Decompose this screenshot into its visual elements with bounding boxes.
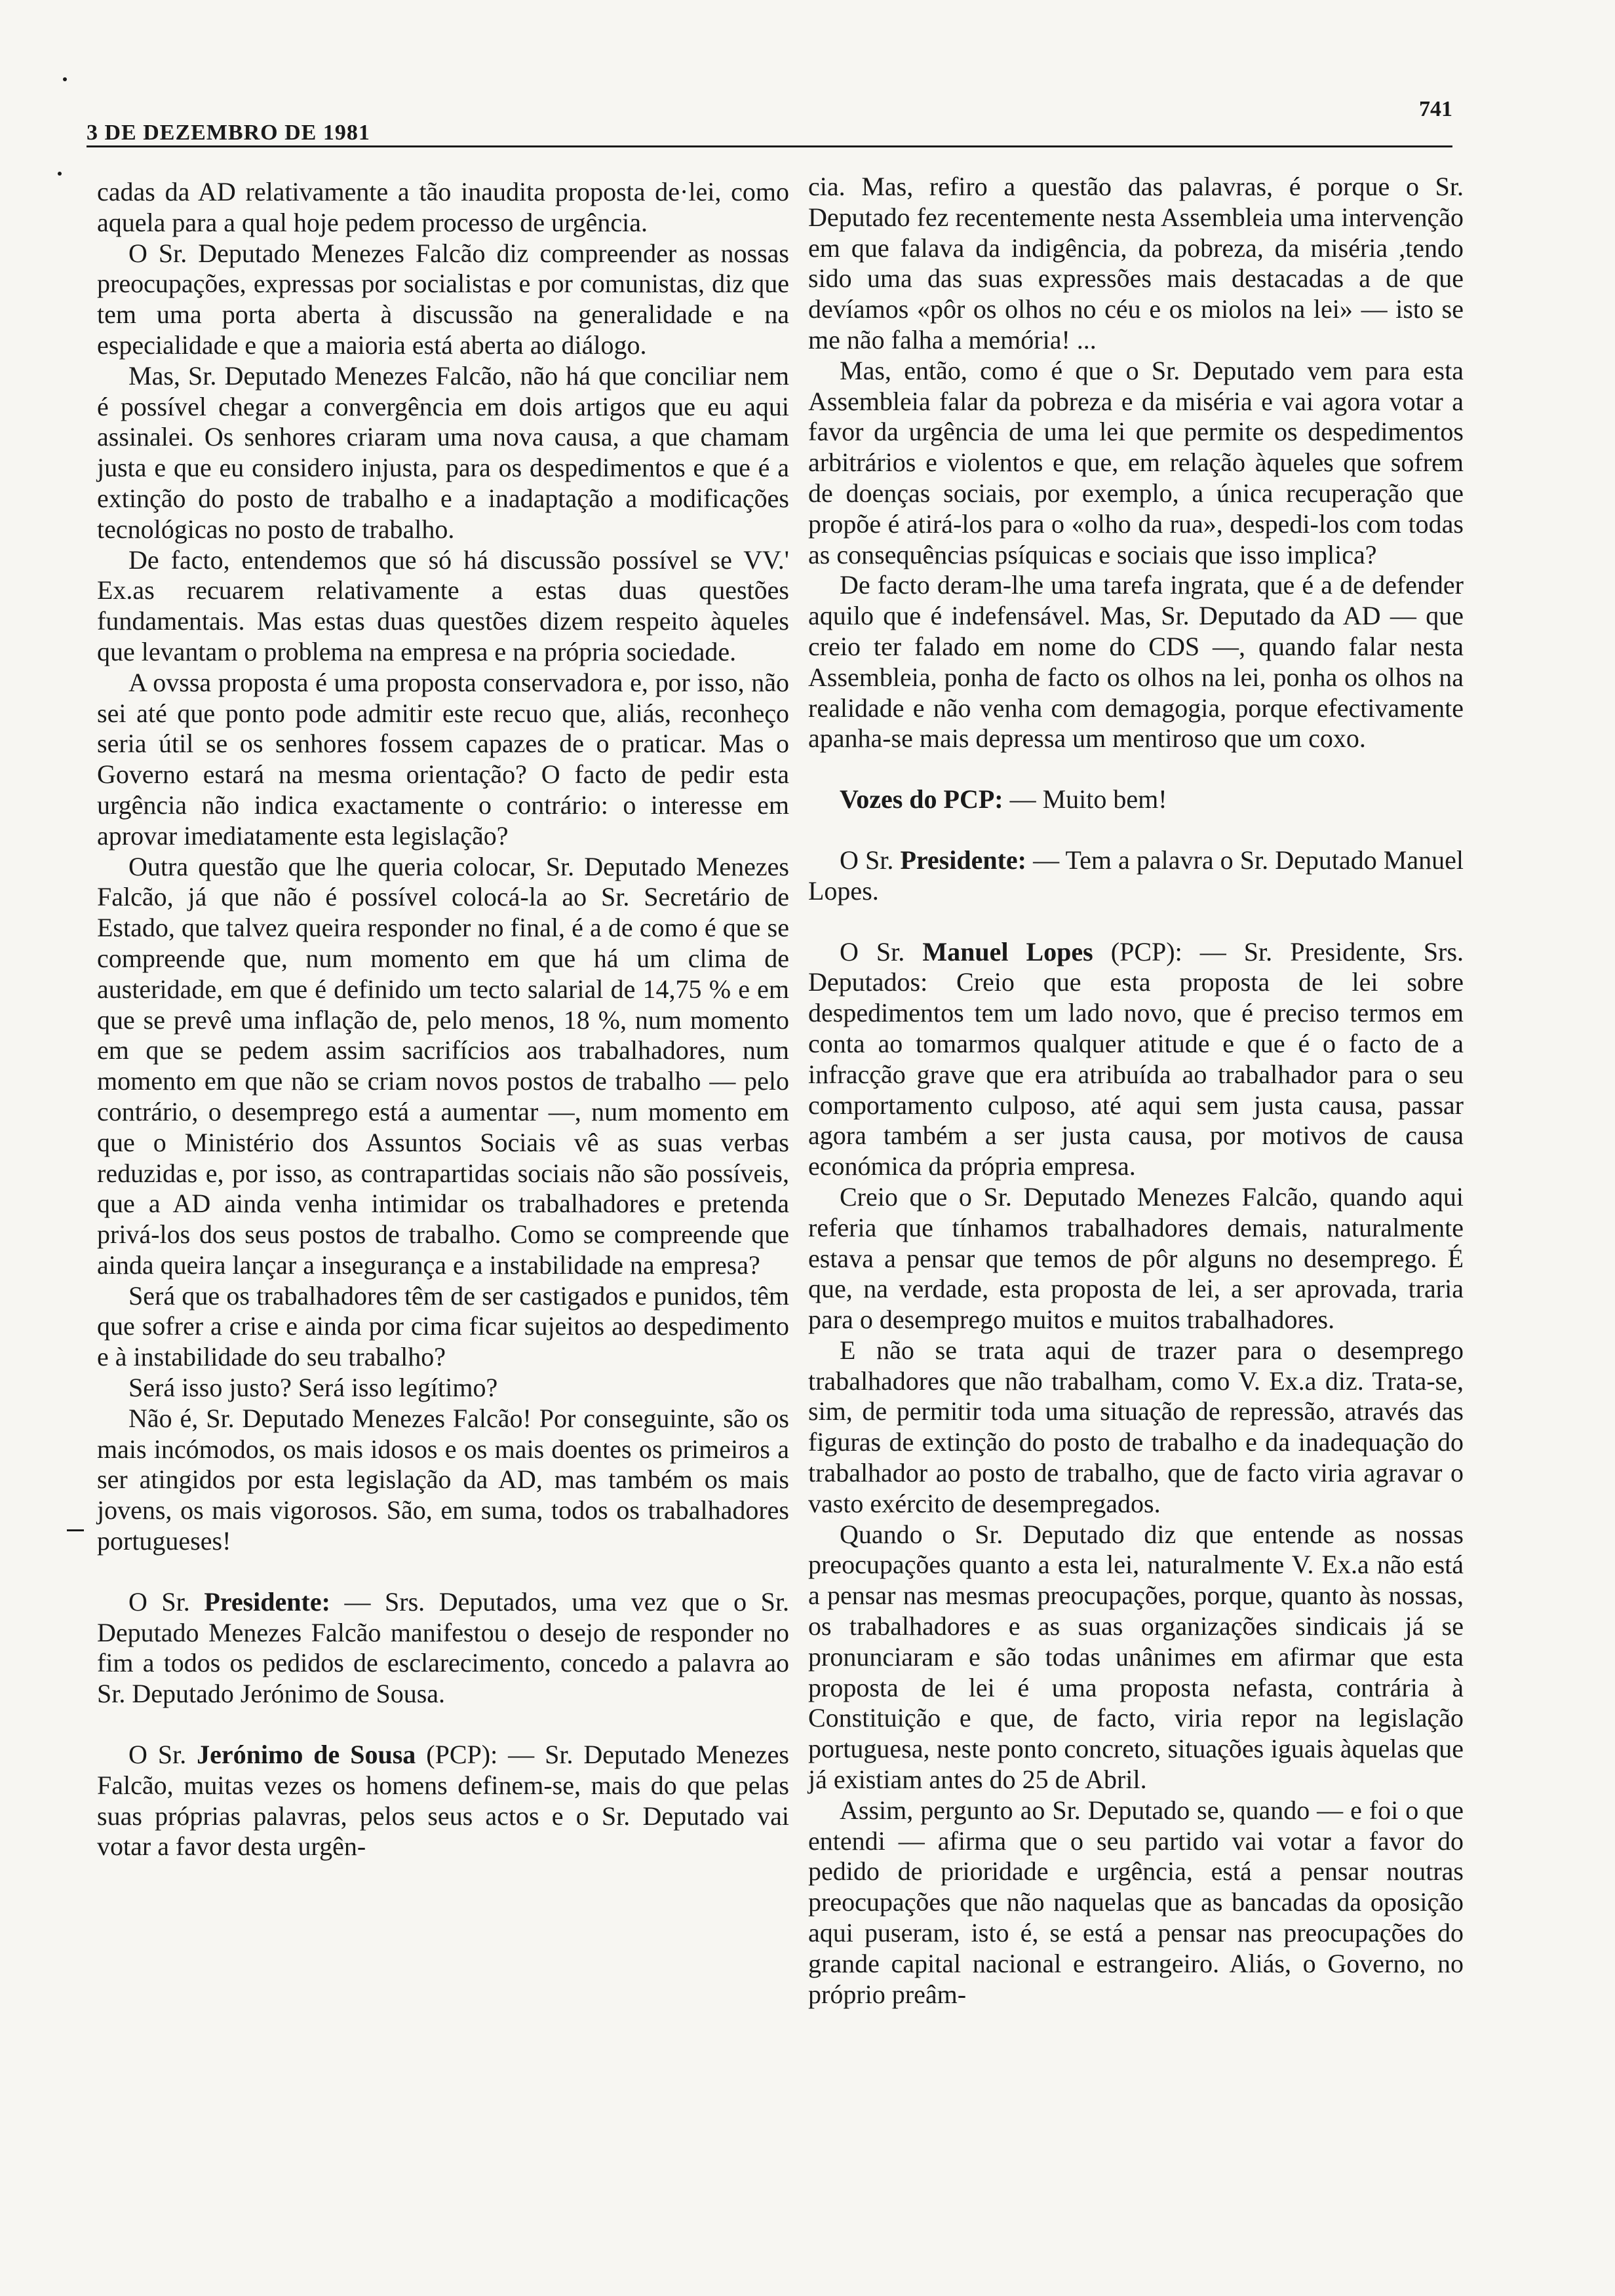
paragraph: A ovssa proposta é uma proposta conservadora e, por isso, não sei até que ponto pode admitir este recuo que, aliás, reconheço seria útil se os senhores fossem capazes de o praticar. Mas o Governo estará na mesma orientação? O facto de pedir esta urgência não indica exactamente o contrário: o interesse em aprovar imediatamente esta legislação? — [97, 667, 789, 851]
paragraph: Quando o Sr. Deputado diz que entende as nossas preocupações quanto a esta lei, naturalmente V. Ex.a não está a pensar nas mesmas preocupações, porque, quanto às nossas, os trabalhadores e as suas organizações sindicais já se pronunciaram e são todas unânimes em afirmar que esta proposta de lei é uma proposta nefasta, contrária à Constituição e que, de facto, viria repor na legislação portuguesa, neste ponto concreto, situações iguais àquelas que já existiam antes do 25 de Abril. — [808, 1519, 1464, 1795]
paragraph: Mas, Sr. Deputado Menezes Falcão, não há que conciliar nem é possível chegar a convergência em dois artigos que eu aqui assinalei. Os senhores criaram uma nova causa, a que chamam justa e que eu considero injusta, para os despedimentos e que é a extinção do posto de trabalho e a inadaptação a modificações tecnológicas no posto de trabalho. — [97, 360, 789, 544]
speaker-name: Jerónimo de Sousa — [197, 1740, 416, 1770]
left-column — [97, 177, 789, 1862]
paragraph: Assim, pergunto ao Sr. Deputado se, quando — e foi o que entendi — afirma que o seu partido vai votar a favor do pedido de prioridade e urgência, está a pensar noutras preocupações que não naquelas que as bancadas da oposição aqui puseram, isto é, se está a pensar nas preocupações do grande capital nacional e estrangeiro. Aliás, o Governo, no próprio preâm- — [808, 1795, 1464, 2009]
paragraph: Mas, então, como é que o Sr. Deputado vem para esta Assembleia falar da pobreza e da miséria e vai agora votar a favor da urgência de uma lei que permite os despedimentos arbitrários e violentos e que, em relação àqueles que sofrem de doenças sociais, por exemplo, a única recuperação que propõe é atirá-los para o «olho da rua», despedi-los com todas as consequências psíquicas e sociais que isso implica? — [808, 355, 1464, 569]
margin-speck — [63, 77, 67, 81]
speech-text: — Tem a palavra o Sr. Deputado Manuel Lopes. — [808, 845, 1464, 906]
paragraph: E não se trata aqui de trazer para o desemprego trabalhadores que não trabalham, como V. Ex.a diz. Trata-se, sim, de permitir toda uma situação de repressão, através das figuras de extinção do posto de trabalho e da inadequação do trabalhador ao posto de trabalho, que de facto viria agravar o vasto exército de desempregados. — [808, 1335, 1464, 1518]
speech-paragraph — [808, 937, 1464, 1182]
paragraph: Será que os trabalhadores têm de ser castigados e punidos, têm que sofrer a crise e ainda por cima ficar sujeitos ao despedimento e à instabilidade do seu trabalho? — [97, 1280, 789, 1372]
margin-mark — [67, 1529, 84, 1531]
speech-paragraph — [97, 1587, 789, 1710]
header-rule — [87, 145, 1452, 147]
speech-prefix: O Sr. — [128, 1740, 197, 1770]
speaker-name: Presidente: — [204, 1586, 330, 1617]
speaker-name: Manuel Lopes — [922, 936, 1093, 966]
speech-prefix: O Sr. — [840, 936, 923, 966]
header-date: 3 DE DEZEMBRO DE 1981 — [87, 121, 370, 145]
right-column — [808, 172, 1464, 2010]
paragraph: O Sr. Deputado Menezes Falcão diz compreender as nossas preocupações, expressas por socialistas e por comunistas, diz que tem uma porta aberta à discussão na generalidade e na especialidade e que a maioria está aberta ao diálogo. — [97, 238, 789, 360]
speech-paragraph — [808, 784, 1464, 815]
paragraph: Será isso justo? Será isso legítimo? — [128, 1373, 498, 1403]
paragraph: Outra questão que lhe queria colocar, Sr. Deputado Menezes Falcão, já que não é possível colocá-la ao Sr. Secretário de Estado, que talvez queira responder no final, é a de como é que se compreende que, num momento em que há um clima de austeridade, em que é definido um tecto salarial de 14,75 % e em que se prevê uma inflação de, pelo menos, 18 %, num momento em que se pedem assim sacrifícios aos trabalhadores, num momento em que não se criam novos postos de trabalho — pelo contrário, o desemprego está a aumentar —, num momento em que o Ministério dos Assuntos Sociais vê as suas verbas reduzidas e, por isso, as contrapartidas sociais não são possíveis, que a AD ainda venha intimidar os trabalhadores e pretenda privá-los dos seus postos de trabalho. Como se compreende que ainda queira lançar a insegurança e a instabilidade na empresa? — [97, 851, 789, 1280]
speech-text: — Muito bem! — [1003, 784, 1167, 814]
paragraph: De facto, entendemos que só há discussão possível se VV.' Ex.as recuarem relativamente a estas duas questões fundamentais. Mas estas duas questões dizem respeito àqueles que levantam o problema na empresa e na própria sociedade. — [97, 545, 789, 666]
page-number: 741 — [1419, 97, 1452, 121]
paragraph: cadas da AD relativamente a tão inaudita proposta de·lei, como aquela para a qual hoje pedem processo de urgência. — [97, 177, 789, 237]
speech-text: (PCP): — Sr. Deputado Menezes Falcão, muitas vezes os homens definem-se, mais do que pelas suas próprias palavras, pelos seus actos e o Sr. Deputado vai votar a favor desta urgên- — [97, 1740, 790, 1862]
speech-paragraph — [808, 845, 1464, 907]
speech-prefix: O Sr. — [128, 1586, 204, 1617]
speaker-name: Vozes do PCP: — [840, 784, 1003, 814]
paragraph: De facto deram-lhe uma tarefa ingrata, que é a de defender aquilo que é indefensável. Mas, Sr. Deputado da AD — que creio ter falado em nome do CDS —, quando falar nesta Assembleia, ponha de facto os olhos na lei, ponha os olhos na realidade e não venha com demagogia, porque efectivamente apanha-se mais depressa um mentiroso que um coxo. — [808, 570, 1464, 754]
paragraph: Creio que o Sr. Deputado Menezes Falcão, quando aqui referia que tínhamos trabalhadores demais, naturalmente estava a pensar que temos de pôr alguns no desemprego. É que, na verdade, esta proposta de lei, a ser aprovada, traria para o desemprego muitos e muitos trabalhadores. — [808, 1181, 1464, 1335]
paragraph: Não é, Sr. Deputado Menezes Falcão! Por conseguinte, são os mais incómodos, os mais idosos e os mais doentes os primeiros a ser atingidos por esta legislação da AD, mas também os mais jovens, os mais vigorosos. São, em suma, todos os trabalhadores portugueses! — [97, 1403, 789, 1556]
speech-prefix: O Sr. — [840, 845, 901, 875]
speech-paragraph — [97, 1740, 789, 1862]
speech-text: (PCP): — Sr. Presidente, Srs. Deputados: Creio que esta proposta de lei sobre despedimentos tem um lado novo, que é preciso termos em conta ao tomarmos qualquer atitude e que é o facto de a infracção grave que era atribuída ao trabalhador para o seu comportamento culposo, até aqui sem justa causa, passar agora também a ser justa causa, por motivos de causa económica da própria empresa. — [808, 936, 1464, 1181]
speech-text: — Srs. Deputados, uma vez que o Sr. Deputado Menezes Falcão manifestou o desejo de responder no fim a todos os pedidos de esclarecimento, concedo a palavra ao Sr. Deputado Jerónimo de Sousa. — [97, 1586, 790, 1709]
paragraph: cia. Mas, refiro a questão das palavras, é porque o Sr. Deputado fez recentemente nesta Assembleia uma intervenção em que falava da indigência, da pobreza, da miséria ,tendo sido uma das suas expressões mais destacadas a de que devíamos «pôr os olhos no céu e os miolos na lei» — isto se me não falha a memória! ... — [808, 172, 1464, 354]
speaker-name: Presidente: — [900, 845, 1026, 875]
margin-speck — [58, 172, 62, 176]
